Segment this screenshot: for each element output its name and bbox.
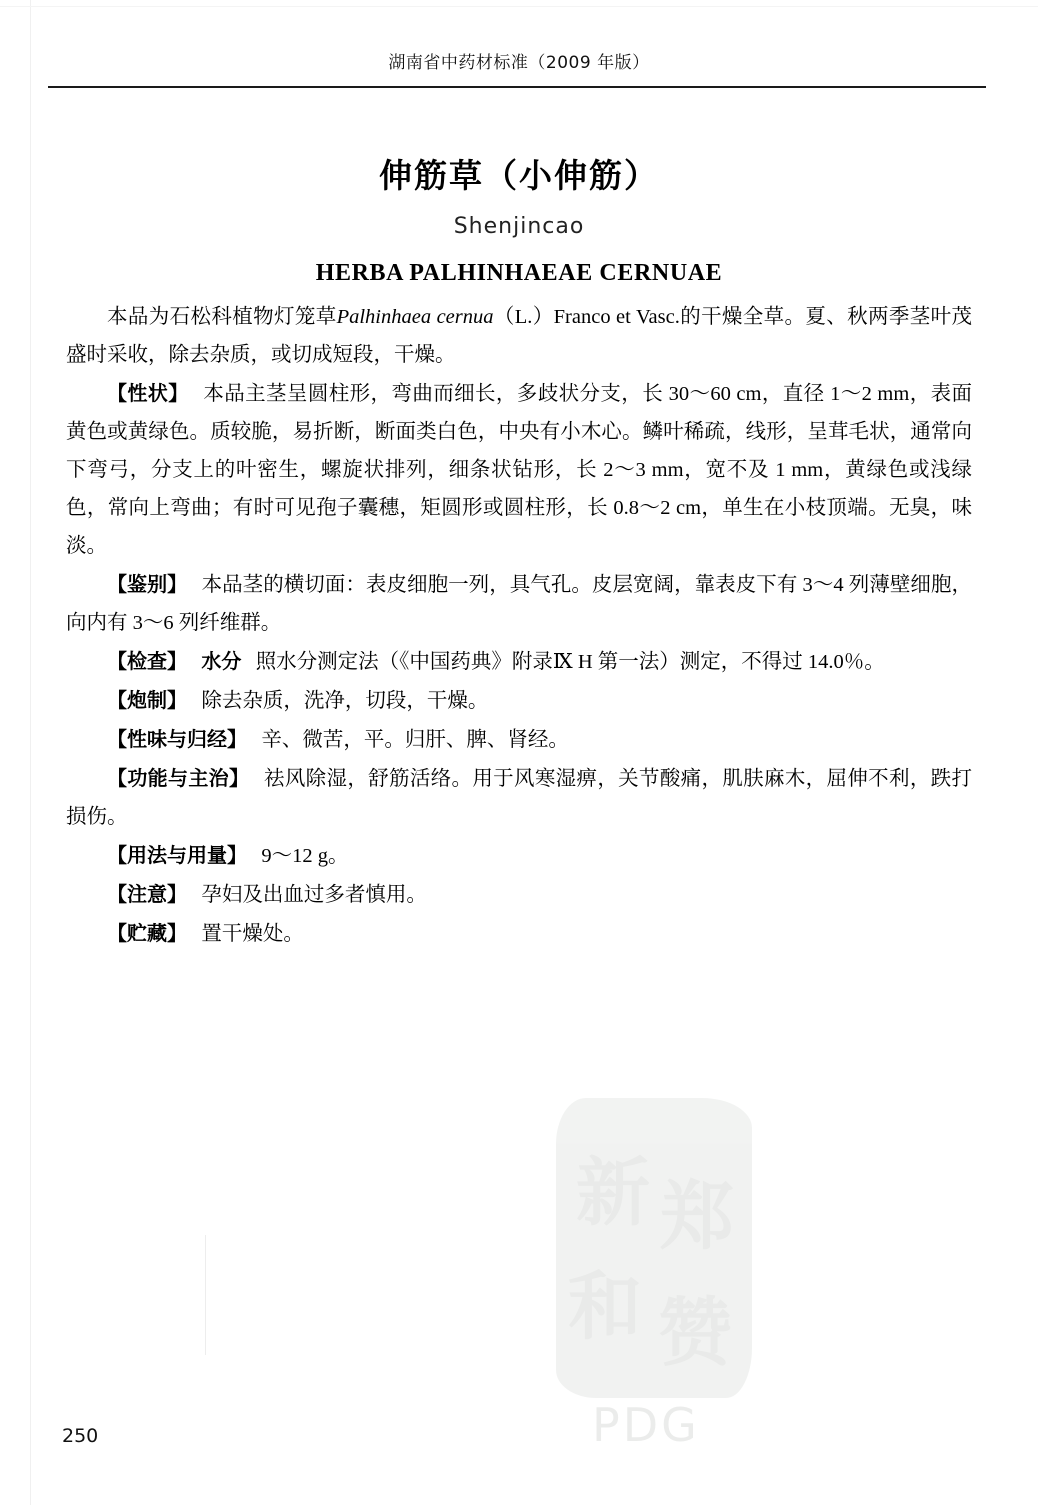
section-zhucang [66,914,972,953]
section-label: 【性味与归经】 [107,727,247,751]
section-jianbie [66,565,972,642]
section-text: 本品茎的横切面：表皮细胞一列，具气孔。皮层宽阔，靠表皮下有 3～4 列薄壁细胞，向内有 3～6 列纤维群。 [66,574,973,634]
section-label: 【性状】 [107,381,189,405]
origin-text-a: 本品为石松科植物灯笼草 [107,306,337,328]
section-sublabel-moisture: 水分 [201,649,242,673]
section-text: 孕妇及出血过多者慎用。 [201,884,427,906]
watermark-label: PDG [592,1398,700,1452]
section-xingzhuang [66,374,972,565]
section-text: 祛风除湿，舒筋活络。用于风寒湿痹，关节酸痛，肌肤麻木，屈伸不利，跌打损伤。 [66,768,973,828]
watermark [548,1098,768,1458]
section-text: 辛、微苦，平。归肝、脾、肾经。 [261,729,569,751]
section-text: 本品主茎呈圆柱形，弯曲而细长，多歧状分支，长 30～60 cm，直径 1～2 mm，表面黄色或黄绿色。质较脆，易折断，断面类白色，中央有小木心。鳞叶稀疏，线形，呈茸毛状，通常向下弯弓，分支上的叶密生，螺旋状排列，细条状钻形，长 2～3 mm，宽不及 1 mm，黄绿色或浅绿色，常向上弯曲；有时可见孢子囊穗，矩圆形或圆柱形，长 0.8～2 cm，单生在小枝顶端。无臭，味淡。 [66,383,972,557]
section-jiancha [66,642,972,681]
scan-edge-top [0,6,1038,7]
section-text: 除去杂质，洗净，切段，干燥。 [201,690,489,712]
pinyin-title: Shenjincao [453,214,585,239]
section-label: 【用法与用量】 [107,843,247,867]
section-label: 【检查】 [107,649,187,673]
page-number: 250 [62,1425,99,1447]
section-label: 【功能与主治】 [107,766,250,790]
section-gongneng-zhuzhi [66,759,972,836]
section-text: 置干燥处。 [201,923,304,945]
paragraph-origin [66,298,972,374]
origin-italic-species: Palhinhaea cernua [336,306,494,328]
section-label: 【注意】 [107,882,187,906]
section-yongfa-yongliang [66,836,972,875]
watermark-seal-shape [556,1098,752,1398]
section-text: 9～12 g。 [261,845,349,867]
document-body [66,298,972,953]
section-xingwei-guijing [66,720,972,759]
running-head: 湖南省中药材标准（2009 年版） [388,53,650,73]
section-label: 【贮藏】 [107,921,187,945]
latin-title: HERBA PALHINHAEAE CERNUAE [315,260,723,286]
watermark-char: 赞 [658,1290,732,1376]
section-label: 【炮制】 [107,688,187,712]
watermark-char: 新 [576,1150,650,1236]
section-text: 照水分测定法（《中国药典》附录Ⅸ H 第一法）测定，不得过 14.0％。 [255,651,885,673]
origin-text-c: 的干燥全草。夏、秋两季茎叶茂盛时采收，除去杂质，或切成短段，干燥。 [66,306,973,366]
scan-artifact [205,1235,206,1355]
section-zhuyi [66,875,972,914]
origin-text-b: （L.）Franco et Vasc. [493,306,680,328]
section-label: 【鉴别】 [107,572,188,596]
page-title: 伸筋草（小伸筋） [379,156,659,196]
section-paozhi [66,681,972,720]
watermark-char: 和 [568,1264,642,1350]
header-rule [48,86,986,88]
watermark-char: 郑 [660,1174,734,1260]
